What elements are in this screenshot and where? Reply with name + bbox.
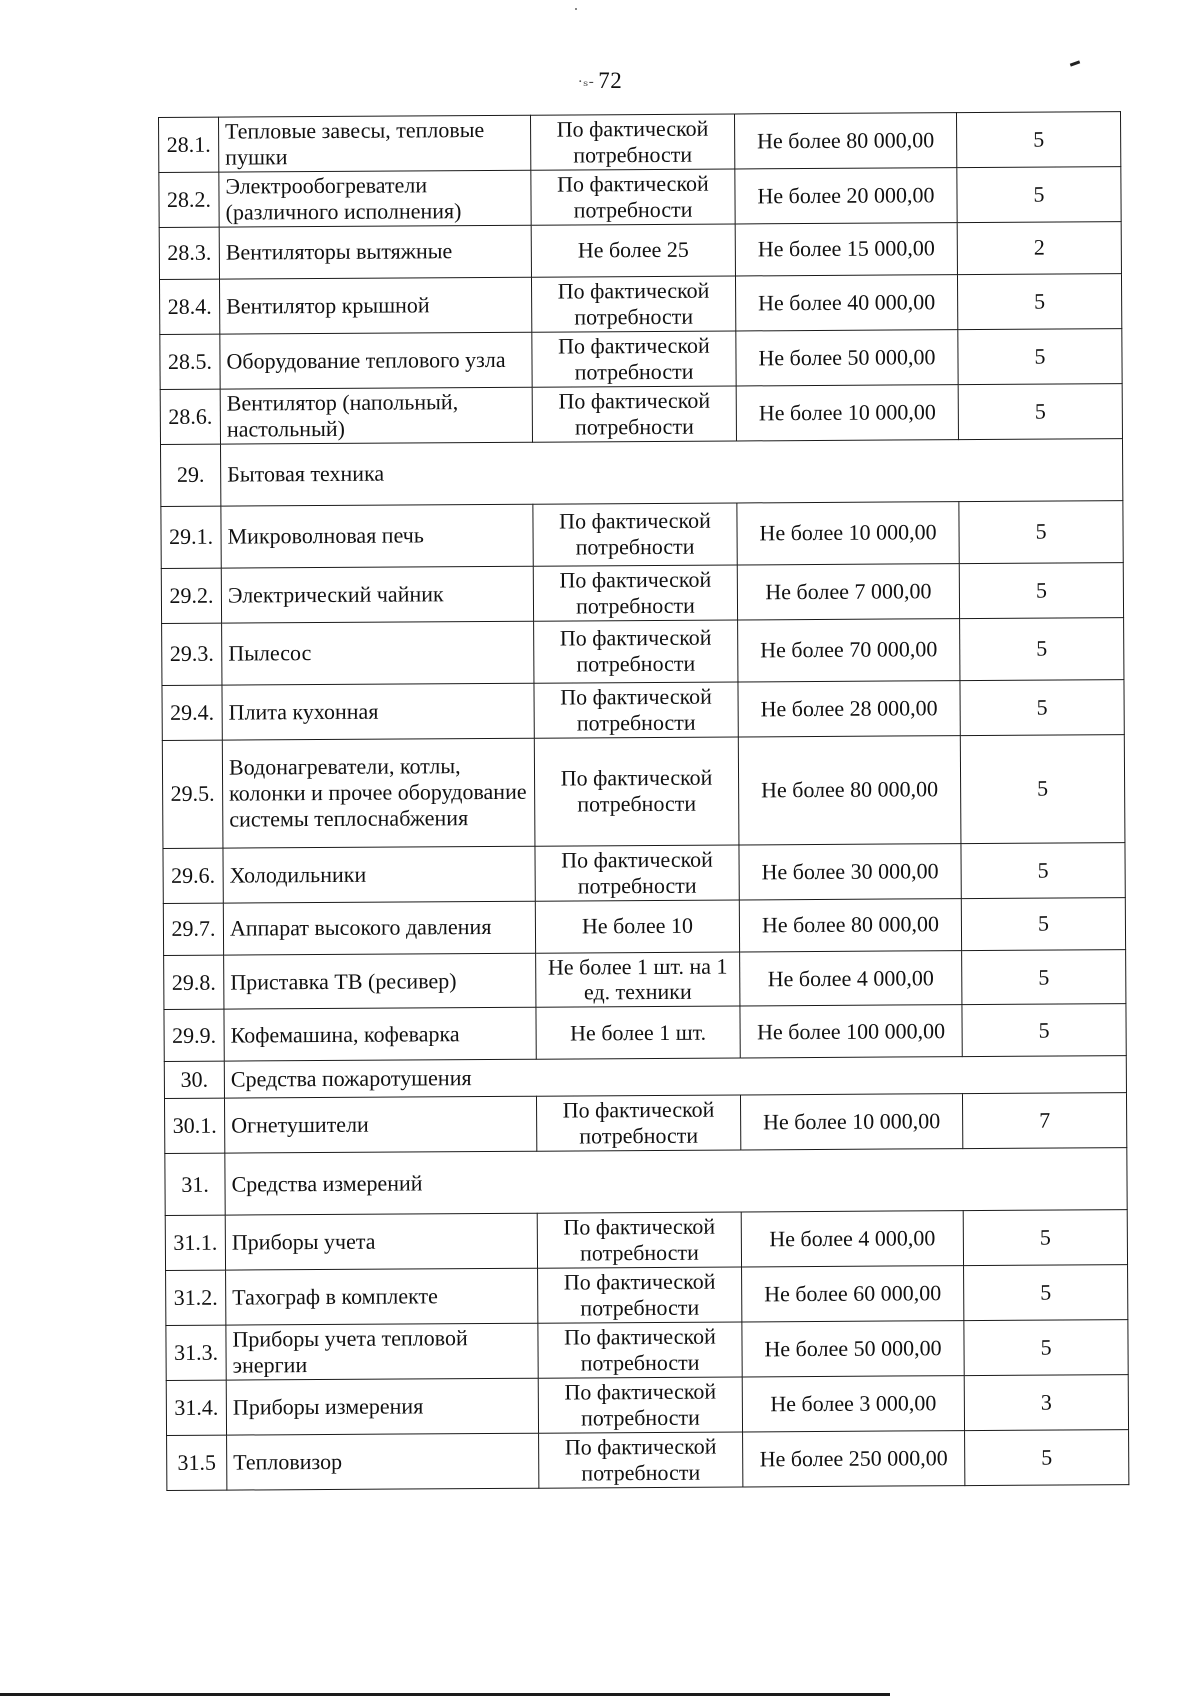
- item-quantity: По фактической потребности: [532, 331, 736, 387]
- table-row: [164, 949, 1126, 1010]
- item-quantity: По фактической потребности: [538, 1377, 742, 1433]
- table-row: [159, 273, 1121, 334]
- table-row: [161, 500, 1123, 568]
- item-number: 28.5.: [160, 334, 220, 389]
- item-quantity: По фактической потребности: [539, 1432, 743, 1488]
- item-term: 5: [960, 679, 1124, 735]
- item-number: 29.7.: [163, 903, 223, 955]
- item-number: 28.4.: [159, 279, 219, 334]
- item-price: Не более 10 000,00: [740, 1094, 962, 1150]
- item-term: 5: [959, 562, 1123, 618]
- page-number: [0, 68, 1200, 94]
- item-price: Не более 4 000,00: [740, 950, 962, 1006]
- item-quantity: По фактической потребности: [538, 1322, 742, 1378]
- item-term: 5: [961, 842, 1125, 898]
- item-name: Пылесос: [222, 621, 534, 685]
- item-number: 29.8.: [164, 955, 224, 1010]
- item-number: 28.3.: [159, 227, 219, 279]
- item-quantity: Не более 1 шт.: [536, 1006, 740, 1059]
- item-term: 2: [957, 221, 1121, 274]
- item-price: Не более 20 000,00: [735, 168, 957, 224]
- item-price: Не более 250 000,00: [743, 1431, 965, 1487]
- table-row: [161, 562, 1123, 623]
- item-number: 29.1.: [161, 506, 221, 568]
- item-quantity: По фактической потребности: [537, 1212, 741, 1268]
- table-row: [162, 617, 1124, 685]
- section-row: [165, 1148, 1127, 1216]
- item-price: Не более 3 000,00: [742, 1376, 964, 1432]
- section-number: 31.: [165, 1153, 225, 1215]
- table-row: [159, 167, 1121, 228]
- section-row: [164, 1056, 1126, 1099]
- item-term: 3: [964, 1375, 1128, 1431]
- item-name: Вентилятор (напольный, настольный): [220, 387, 532, 444]
- item-number: 28.6.: [160, 389, 220, 444]
- item-name: Приборы учета тепловой энергии: [226, 1323, 538, 1380]
- item-name: Плита кухонная: [222, 683, 534, 740]
- goods-table: [158, 111, 1129, 1491]
- item-quantity: По фактической потребности: [534, 736, 739, 845]
- item-number: 31.4.: [166, 1380, 226, 1435]
- table-row: [159, 221, 1121, 279]
- item-term: 5: [959, 500, 1123, 563]
- item-quantity: По фактической потребности: [538, 1267, 742, 1323]
- item-quantity: По фактической потребности: [531, 276, 735, 332]
- item-term: 5: [964, 1265, 1128, 1321]
- item-name: Вентиляторы вытяжные: [219, 225, 531, 279]
- item-name: Приборы измерения: [226, 1378, 538, 1435]
- section-name: Средства измерений: [225, 1148, 1127, 1216]
- table-row: [164, 1093, 1126, 1154]
- item-name: Тепловизор: [227, 1433, 539, 1490]
- goods-table-body: [159, 112, 1129, 1491]
- item-quantity: По фактической потребности: [532, 386, 736, 442]
- item-term: 5: [957, 167, 1121, 223]
- item-name: Кофемашина, кофеварка: [224, 1008, 536, 1062]
- scan-edge-line: [0, 1693, 890, 1696]
- item-number: 29.4.: [162, 685, 222, 740]
- item-quantity: По фактической потребности: [536, 1095, 740, 1151]
- item-number: 31.1.: [165, 1215, 225, 1270]
- item-quantity: По фактической потребности: [531, 169, 735, 225]
- item-name: Электрический чайник: [221, 566, 533, 623]
- item-price: Не более 50 000,00: [742, 1321, 964, 1377]
- page-number-text: 72: [598, 68, 623, 93]
- item-quantity: Не более 1 шт. на 1 ед. техники: [536, 951, 740, 1007]
- table-row: [159, 112, 1121, 173]
- item-term: 5: [964, 1320, 1128, 1376]
- item-term: 5: [960, 617, 1124, 680]
- item-term: 5: [956, 112, 1120, 168]
- item-quantity: По фактической потребности: [533, 503, 737, 566]
- item-name: Оборудование теплового узла: [220, 332, 532, 389]
- item-term: 5: [961, 897, 1125, 950]
- item-number: 29.9.: [164, 1010, 224, 1062]
- item-price: Не более 50 000,00: [736, 329, 958, 385]
- item-quantity: Не более 10: [535, 899, 739, 952]
- item-number: 31.2.: [166, 1270, 226, 1325]
- item-price: Не более 15 000,00: [735, 222, 957, 275]
- item-price: Не более 28 000,00: [738, 680, 960, 736]
- table-row: [165, 1210, 1127, 1271]
- table-row: [167, 1430, 1129, 1491]
- item-number: 31.3.: [166, 1325, 226, 1380]
- item-name: Тепловые завесы, тепловые пушки: [219, 115, 531, 172]
- item-number: 29.3.: [162, 623, 222, 685]
- table-row: [162, 734, 1125, 848]
- item-price: Не более 80 000,00: [734, 113, 956, 169]
- item-term: 5: [965, 1430, 1129, 1486]
- table-row: [163, 897, 1125, 955]
- item-price: Не более 60 000,00: [742, 1266, 964, 1322]
- item-price: Не более 30 000,00: [739, 843, 961, 899]
- section-name: Средства пожаротушения: [224, 1056, 1126, 1099]
- item-number: 29.5.: [162, 740, 223, 848]
- item-term: 5: [963, 1210, 1127, 1266]
- item-price: Не более 80 000,00: [738, 735, 961, 844]
- item-number: 30.1.: [164, 1099, 224, 1154]
- item-term: 5: [960, 734, 1125, 843]
- item-quantity: По фактической потребности: [534, 620, 738, 683]
- item-number: 29.2.: [161, 568, 221, 623]
- section-number: 30.: [164, 1062, 224, 1099]
- table-row: [164, 1004, 1126, 1062]
- item-name: Микроволновая печь: [221, 504, 533, 568]
- item-term: 5: [962, 949, 1126, 1005]
- item-quantity: По фактической потребности: [533, 565, 737, 621]
- item-name: Водонагреватели, котлы, колонки и прочее оборудование системы теплоснабжения: [222, 738, 535, 848]
- item-quantity: По фактической потребности: [534, 681, 738, 737]
- item-name: Вентилятор крышной: [219, 277, 531, 334]
- item-quantity: По фактической потребности: [530, 114, 734, 170]
- table-row: [166, 1320, 1128, 1381]
- item-name: Электрообогреватели (различного исполнения): [219, 170, 531, 227]
- item-price: Не более 7 000,00: [737, 563, 959, 619]
- table-row: [162, 679, 1124, 740]
- item-name: Приставка ТВ (ресивер): [224, 953, 536, 1010]
- item-term: 7: [962, 1093, 1126, 1149]
- section-row: [160, 438, 1122, 506]
- item-price: Не более 10 000,00: [736, 384, 958, 440]
- item-term: 5: [958, 328, 1122, 384]
- item-price: Не более 40 000,00: [735, 274, 957, 330]
- item-term: 5: [962, 1004, 1126, 1057]
- table-row: [160, 328, 1122, 389]
- item-number: 28.1.: [159, 117, 219, 172]
- section-name: Бытовая техника: [220, 438, 1122, 506]
- item-price: Не более 70 000,00: [738, 618, 960, 681]
- scan-speck: [1070, 60, 1080, 66]
- item-number: 29.6.: [163, 848, 223, 903]
- section-number: 29.: [160, 444, 220, 506]
- item-name: Холодильники: [223, 846, 535, 903]
- item-price: Не более 80 000,00: [739, 898, 961, 951]
- item-price: Не более 4 000,00: [741, 1211, 963, 1267]
- item-name: Тахограф в комплекте: [226, 1269, 538, 1326]
- page-mark: ·ₛ-: [577, 74, 595, 90]
- item-quantity: По фактической потребности: [535, 844, 739, 900]
- item-number: 31.5: [167, 1435, 227, 1490]
- item-name: Огнетушители: [224, 1097, 536, 1154]
- item-name: Аппарат высокого давления: [223, 901, 535, 955]
- item-quantity: Не более 25: [531, 224, 735, 277]
- table-row: [166, 1375, 1128, 1436]
- item-term: 5: [958, 383, 1122, 439]
- item-price: Не более 10 000,00: [737, 501, 959, 564]
- table-row: [163, 842, 1125, 903]
- item-name: Приборы учета: [225, 1214, 537, 1271]
- table-row: [160, 383, 1122, 444]
- item-number: 28.2.: [159, 172, 219, 227]
- item-term: 5: [957, 273, 1121, 329]
- scan-speck: [575, 8, 577, 10]
- item-price: Не более 100 000,00: [740, 1005, 962, 1058]
- table-row: [166, 1265, 1128, 1326]
